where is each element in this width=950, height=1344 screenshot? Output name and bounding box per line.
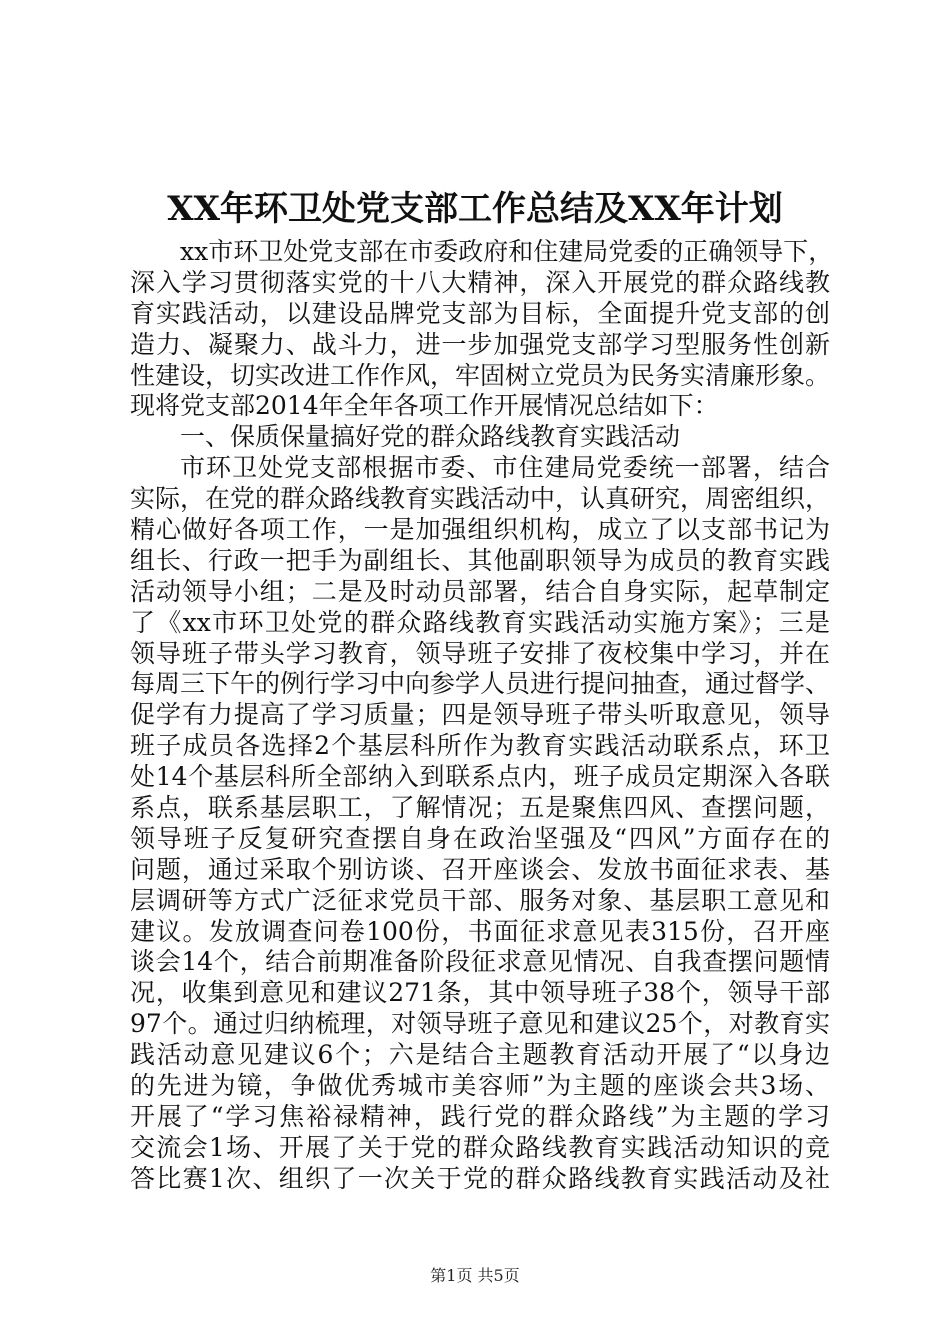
paragraph-line: 问题，通过采取个别访谈、召开座谈会、发放书面征求表、基 bbox=[130, 854, 830, 884]
paragraph-line: 深入学习贯彻落实党的十八大精神，深入开展党的群众路线教 bbox=[130, 267, 830, 297]
paragraph-line: 了《xx市环卫处党的群众路线教育实践活动实施方案》；三是 bbox=[130, 607, 830, 637]
paragraph-line: 领导班子带头学习教育，领导班子安排了夜校集中学习，并在 bbox=[130, 638, 830, 668]
paragraph-line: 班子成员各选择2个基层科所作为教育实践活动联系点，环卫 bbox=[130, 731, 830, 761]
paragraph-line: 每周三下午的例行学习中向参学人员进行提问抽查，通过督学、 bbox=[130, 669, 831, 699]
paragraph-line: 况，收集到意见和建议271条，其中领导班子38个，领导干部 bbox=[130, 978, 830, 1008]
paragraph-line: 层调研等方式广泛征求党员干部、服务对象、基层职工意见和 bbox=[130, 885, 830, 915]
section-heading: 一、保质保量搞好党的群众路线教育实践活动 bbox=[180, 422, 681, 452]
paragraph-line: 活动领导小组；二是及时动员部署，结合自身实际，起草制定 bbox=[130, 576, 830, 606]
paragraph-line: 系点，联系基层职工，了解情况；五是聚焦四风、查摆问题， bbox=[130, 793, 830, 823]
paragraph-line: 精心做好各项工作，一是加强组织机构，成立了以支部书记为 bbox=[130, 515, 830, 545]
paragraph-line: 实际，在党的群众路线教育实践活动中，认真研究，周密组织， bbox=[130, 484, 831, 514]
paragraph-line: 育实践活动，以建设品牌党支部为目标，全面提升党支部的创 bbox=[130, 298, 830, 328]
paragraph-line: 现将党支部2014年全年各项工作开展情况总结如下： bbox=[130, 391, 719, 421]
paragraph-line: 开展了“学习焦裕禄精神，践行党的群众路线”为主题的学习 bbox=[130, 1101, 830, 1131]
paragraph-line: 处14个基层科所全部纳入到联系点内，班子成员定期深入各联 bbox=[130, 762, 830, 792]
paragraph-line: 交流会1场、开展了关于党的群众路线教育实践活动知识的竞 bbox=[130, 1132, 830, 1162]
paragraph-line: 促学有力提高了学习质量；四是领导班子带头听取意见，领导 bbox=[130, 700, 830, 730]
document-title: XX年环卫处党支部工作总结及XX年计划 bbox=[167, 189, 783, 229]
paragraph-line: 造力、凝聚力、战斗力，进一步加强党支部学习型服务性创新 bbox=[130, 329, 830, 359]
paragraph-line: xx市环卫处党支部在市委政府和住建局党委的正确领导下， bbox=[180, 237, 834, 266]
paragraph-line: 建议。发放调查问卷100份，书面征求意见表315份，召开座 bbox=[130, 916, 830, 946]
paragraph-line: 性建设，切实改进工作作风，牢固树立党员为民务实清廉形象。 bbox=[130, 360, 831, 390]
paragraph-line: 领导班子反复研究查摆自身在政治坚强及“四风”方面存在的 bbox=[130, 823, 830, 853]
page-footer: 第1页 共5页 bbox=[430, 1266, 520, 1285]
paragraph-line: 谈会14个，结合前期准备阶段征求意见情况、自我查摆问题情 bbox=[130, 947, 830, 977]
paragraph-line: 践活动意见建议6个；六是结合主题教育活动开展了“以身边 bbox=[130, 1040, 830, 1070]
paragraph-line: 答比赛1次、组织了一次关于党的群众路线教育实践活动及社 bbox=[130, 1163, 830, 1193]
document-body bbox=[130, 237, 834, 1195]
paragraph-line: 97个。通过归纳梳理，对领导班子意见和建议25个，对教育实 bbox=[130, 1009, 830, 1039]
paragraph-line: 市环卫处党支部根据市委、市住建局党委统一部署，结合 bbox=[180, 453, 830, 483]
paragraph-line: 组长、行政一把手为副组长、其他副职领导为成员的教育实践 bbox=[130, 545, 830, 575]
paragraph-line: 的先进为镜，争做优秀城市美容师”为主题的座谈会共3场、 bbox=[130, 1071, 830, 1101]
